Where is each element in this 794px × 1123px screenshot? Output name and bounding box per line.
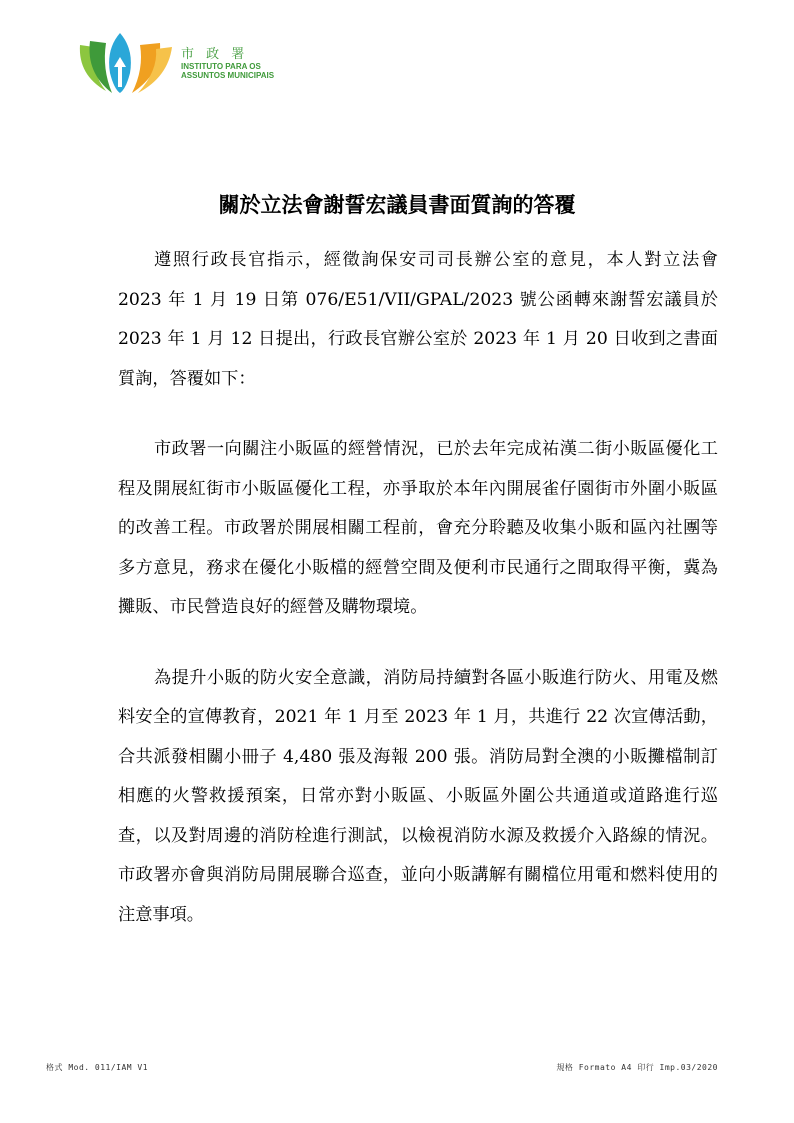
paragraph-fire-safety: 為提升小販的防火安全意識，消防局持續對各區小販進行防火、用電及燃料安全的宣傳教育，2021 年 1 月至 2023 年 1 月，共進行 22 次宣傳活動，合共派發相關小冊子 4,480 張及海報 200 張。消防局對全澳的小販攤檔制訂相應的火警救援預案，日常亦對小販區、小販區外圍公共通道或道路進行巡查，以及對周邊的消防栓進行測試，以檢視消防水源及救援介入路線的情況。市政署亦會與消防局開展聯合巡查，並向小販講解有關檔位用電和燃料使用的注意事項。 xyxy=(118,667,718,925)
org-name-pt-line2: ASSUNTOS MUNICIPAIS xyxy=(181,71,275,80)
document-title: 關於立法會謝誓宏議員書面質詢的答覆 xyxy=(218,192,576,217)
document-body xyxy=(118,241,718,966)
org-name-cn: 市 政 署 xyxy=(181,47,249,62)
org-name-block xyxy=(181,47,274,80)
footer-format-info: 規格 Formato A4 印行 Imp.03/2020 xyxy=(556,1063,718,1072)
org-name-pt-line1: INSTITUTO PARA OS xyxy=(181,62,261,71)
paragraph-hawker-zones: 市政署一向關注小販區的經營情況，已於去年完成祐漢二街小販區優化工程及開展紅街市小販區優化工程，亦爭取於本年內開展雀仔園街市外圍小販區的改善工程。市政署於開展相關工程前，會充分聆聽及收集小販和區內社團等多方意見，務求在優化小販檔的經營空間及便利市民通行之間取得平衡，冀為攤販、市民營造良好的經營及購物環境。 xyxy=(118,439,718,617)
footer-form-code: 格式 Mod. 011/IAM V1 xyxy=(46,1063,149,1072)
iam-leaf-logo-icon xyxy=(76,27,176,97)
paragraph-intro: 遵照行政長官指示，經徵詢保安司司長辦公室的意見，本人對立法會 2023 年 1 月 19 日第 076/E51/VII/GPAL/2023 號公函轉來謝誓宏議員於 2023 年 1 月 12 日提出，行政長官辦公室於 2023 年 1 月 20 日收到之書面質詢，答覆如下： xyxy=(118,250,718,389)
iam-logo xyxy=(76,27,276,97)
